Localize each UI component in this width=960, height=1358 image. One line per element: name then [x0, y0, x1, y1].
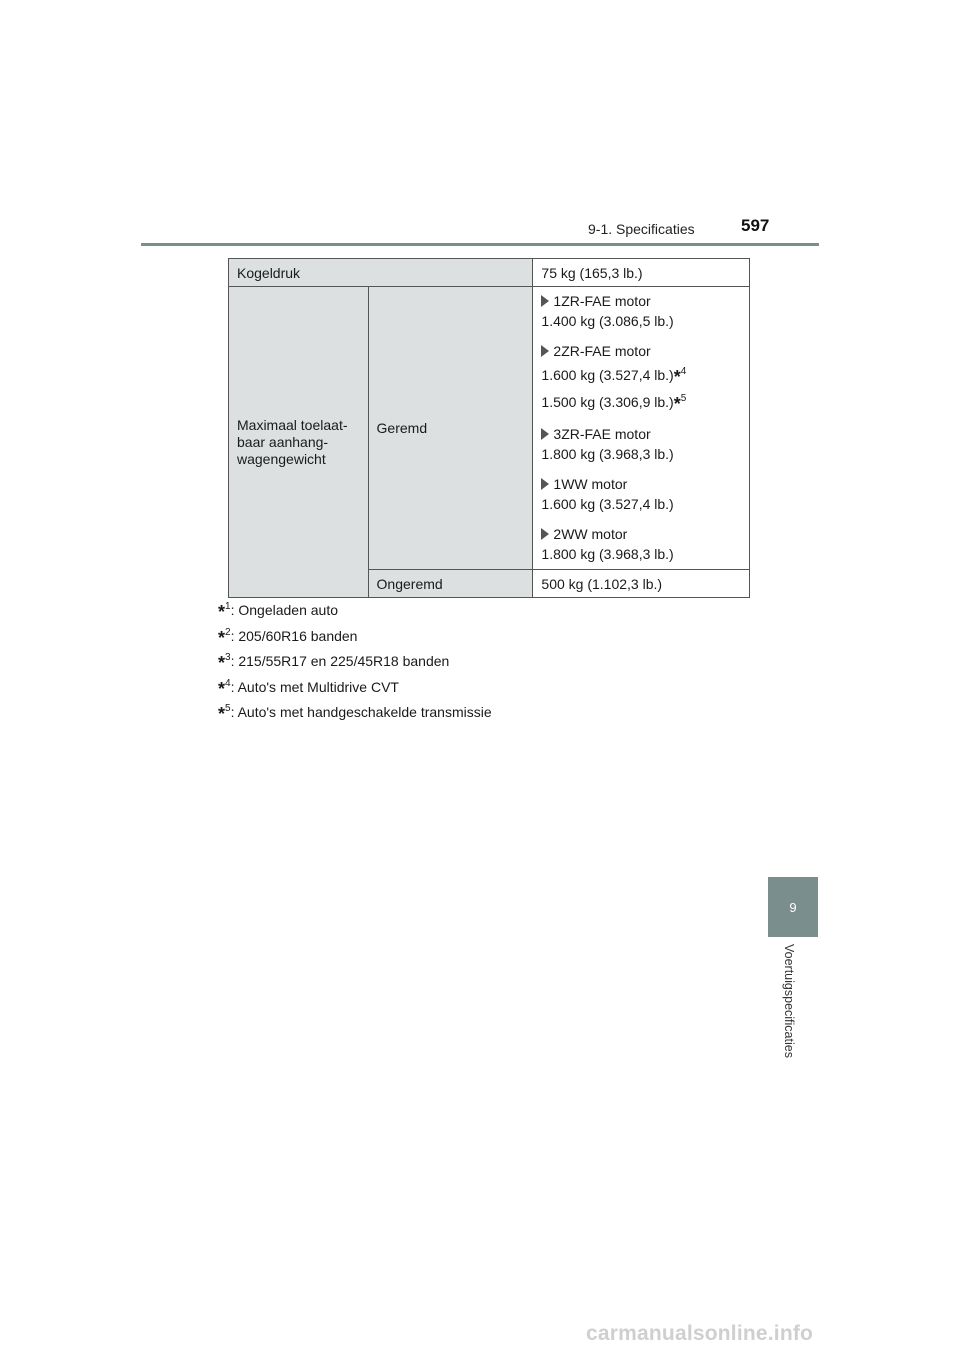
footnote-marker: *: [218, 602, 226, 622]
engine-list: [541, 287, 749, 569]
footnote-marker: *: [218, 704, 226, 724]
weight-text: 1.600 kg (3.527,4 lb.): [541, 496, 674, 512]
weight-value: [541, 544, 749, 565]
footnote-marker: *: [218, 653, 226, 673]
engine-entry: [541, 341, 749, 415]
footnote-text: : 215/55R17 en 225/45R18 banden: [230, 653, 450, 669]
engine-name-text: 1ZR-FAE motor: [553, 293, 651, 309]
footnote-number: 2: [225, 626, 231, 638]
header-divider: [141, 243, 819, 246]
footnote: [218, 594, 492, 620]
footnote-text: : Auto's met handgeschakelde transmissie: [230, 704, 492, 720]
engine-entry: [541, 474, 749, 515]
section-title: 9-1. Specificaties: [588, 221, 695, 237]
max-trailer-weight-text: Maximaal toelaat- baar aanhang- wagengewicht: [237, 416, 348, 467]
footnote-text: : Ongeladen auto: [230, 602, 338, 618]
footnote-number: 5: [225, 703, 231, 714]
engine-entry: [541, 424, 749, 465]
weight-value: [541, 388, 749, 415]
footnote-ref: 4: [680, 366, 687, 377]
engine-name-text: 1WW motor: [553, 476, 628, 492]
triangle-bullet-icon: [541, 528, 549, 540]
footnote-ref: 5: [680, 393, 687, 404]
triangle-bullet-icon: [541, 428, 549, 440]
page-number: 597: [741, 216, 770, 235]
engine-name: [541, 474, 749, 494]
footnote-marker: *: [673, 367, 681, 387]
weight-value: [541, 361, 749, 388]
braked-values: [533, 287, 750, 570]
triangle-bullet-icon: [541, 345, 549, 357]
footnote-marker: *: [218, 627, 226, 648]
kogeldruk-value: 75 kg (165,3 lb.): [533, 259, 750, 287]
watermark: carmanualsonline.info: [586, 1322, 814, 1345]
engine-entry: [541, 291, 749, 332]
engine-name: [541, 291, 749, 311]
engine-name-text: 2WW motor: [553, 526, 628, 542]
footnote: [218, 696, 492, 722]
footnote-text: : 205/60R16 banden: [230, 627, 358, 644]
max-trailer-weight-label: [229, 287, 369, 598]
engine-name: [541, 341, 749, 361]
weight-text: 1.800 kg (3.968,3 lb.): [541, 546, 674, 562]
engine-name: [541, 524, 749, 544]
weight-text: 1.600 kg (3.527,4 lb.): [541, 367, 674, 383]
weight-text: 1.400 kg (3.086,5 lb.): [541, 313, 674, 329]
chapter-title: Voertuigspecificaties: [782, 944, 796, 1058]
weight-value: [541, 311, 749, 332]
braked-label: Geremd: [368, 287, 533, 570]
weight-text: 1.500 kg (3.306,9 lb.): [541, 394, 674, 410]
unbraked-label: Ongeremd: [368, 570, 533, 598]
engine-entry: [541, 524, 749, 565]
towing-spec-table: [228, 258, 750, 598]
footnote-number: 1: [225, 601, 231, 612]
weight-text: 1.800 kg (3.968,3 lb.): [541, 446, 674, 462]
footnote-marker: *: [673, 394, 681, 414]
chapter-tab: [768, 877, 818, 937]
footnote-list: [218, 594, 492, 722]
footnote-number: 3: [225, 652, 231, 663]
footnote-number: 4: [225, 677, 231, 689]
chapter-number: 9: [789, 899, 797, 915]
engine-name-text: 2ZR-FAE motor: [553, 343, 651, 359]
footnote: [218, 645, 492, 671]
kogeldruk-label: Kogeldruk: [229, 259, 533, 287]
triangle-bullet-icon: [541, 295, 549, 307]
weight-value: [541, 494, 749, 515]
table-row-kogeldruk: [229, 259, 750, 287]
triangle-bullet-icon: [541, 478, 549, 490]
footnote-text: : Auto's met Multidrive CVT: [230, 678, 399, 695]
unbraked-value: 500 kg (1.102,3 lb.): [533, 570, 750, 598]
footnote-marker: *: [218, 678, 226, 699]
footnote: [218, 620, 492, 646]
footnote: [218, 671, 492, 697]
weight-value: [541, 444, 749, 465]
engine-name: [541, 424, 749, 444]
table-row-braked: [229, 287, 750, 570]
engine-name-text: 3ZR-FAE motor: [553, 426, 651, 442]
